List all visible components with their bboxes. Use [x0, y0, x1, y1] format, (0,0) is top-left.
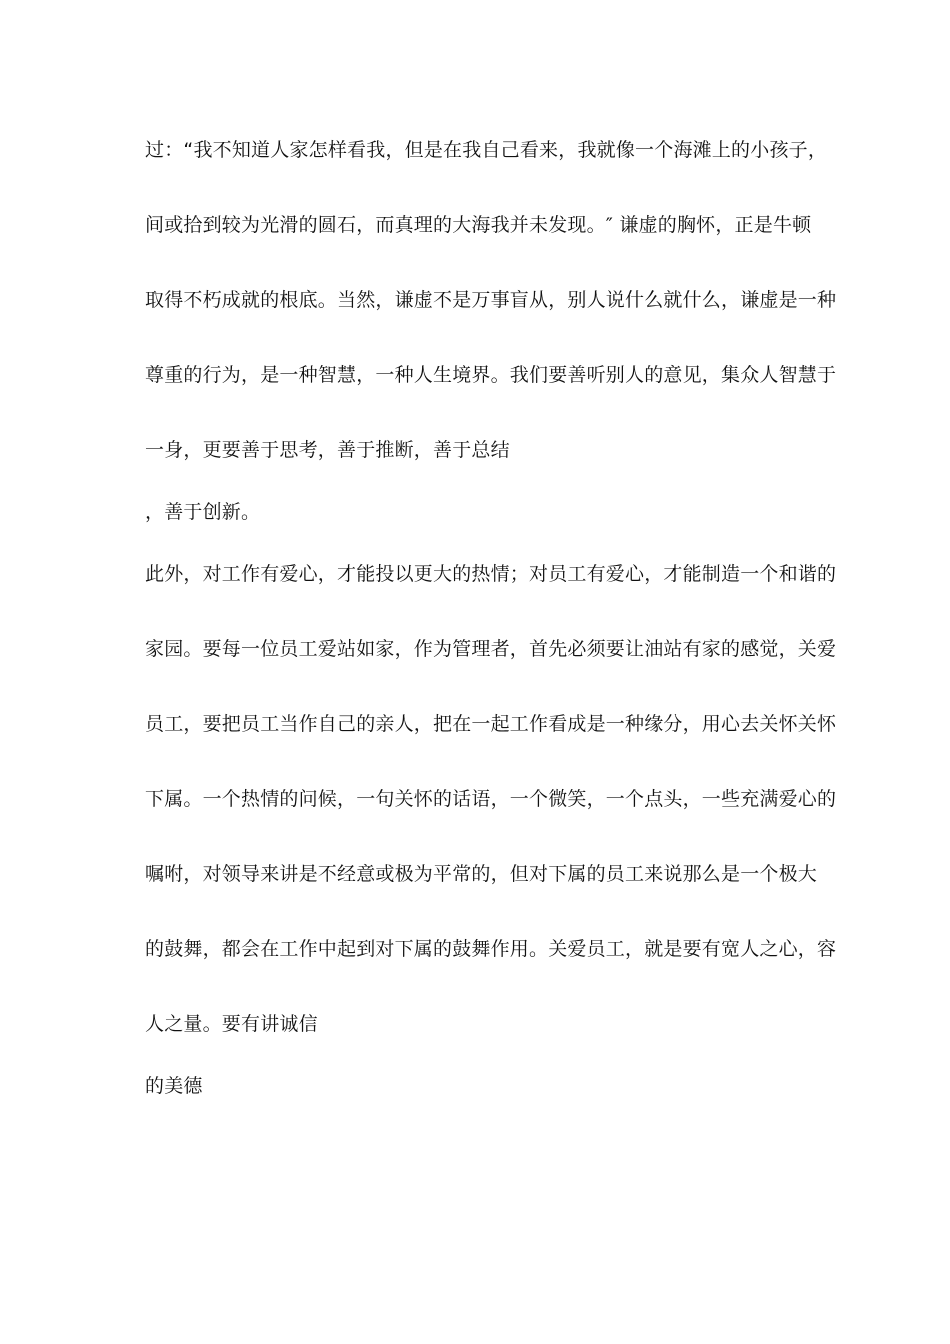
text-line: ，善于创新。 [145, 501, 261, 523]
text-line: 此外，对工作有爱心，才能投以更大的热情；对员工有爱心，才能制造一个和谐的 [145, 563, 837, 585]
text-line: 间或拾到较为光滑的圆石，而真理的大海我并未发现。″ 谦虚的胸怀，正是牛顿 [145, 214, 812, 236]
text-line: 尊重的行为，是一种智慧，一种人生境界。我们要善听别人的意见，集众人智慧于 [145, 364, 837, 386]
text-line: 的美德 [145, 1075, 203, 1097]
text-line: 的鼓舞，都会在工作中起到对下属的鼓舞作用。关爱员工，就是要有宽人之心，容 [145, 938, 837, 960]
text-line: 人之量。要有讲诚信 [145, 1013, 318, 1035]
text-line: 下属。一个热情的问候，一句关怀的话语，一个微笑，一个点头，一些充满爱心的 [145, 788, 837, 810]
text-line: 家园。要每一位员工爱站如家，作为管理者，首先必须要让油站有家的感觉，关爱 [145, 638, 837, 660]
text-line: 过：“我不知道人家怎样看我，但是在我自己看来，我就像一个海滩上的小孩子， [145, 139, 828, 161]
text-line: 一身，更要善于思考，善于推断，善于总结 [145, 439, 510, 461]
text-line: 取得不朽成就的根底。当然，谦虚不是万事盲从，别人说什么就什么，谦虚是一种 [145, 289, 837, 311]
text-line: 嘱咐，对领导来讲是不经意或极为平常的，但对下属的员工来说那么是一个极大 [145, 863, 818, 885]
text-line: 员工，要把员工当作自己的亲人，把在一起工作看成是一种缘分，用心去关怀关怀 [145, 713, 837, 735]
